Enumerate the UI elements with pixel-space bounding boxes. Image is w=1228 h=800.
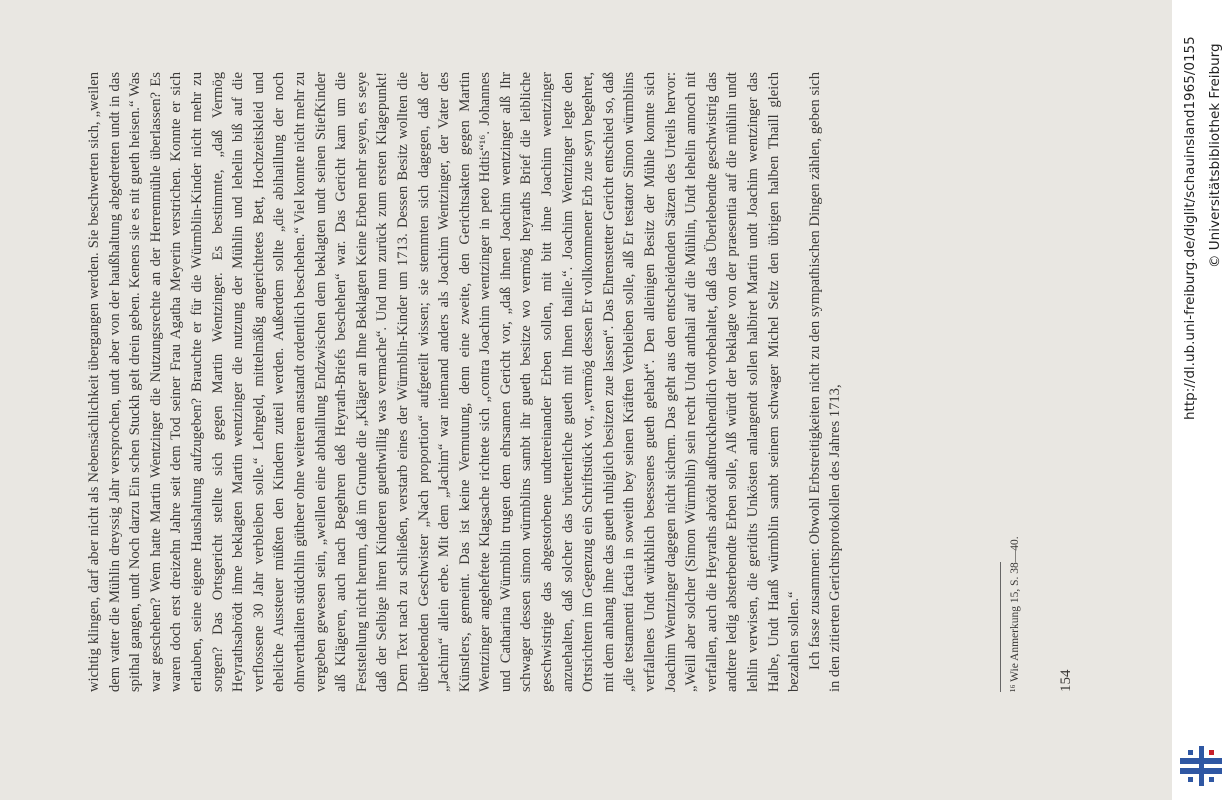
body-text — [84, 72, 846, 692]
permalink-url[interactable]: http://dl.ub.uni-freiburg.de/diglit/schauinsland1965/0155 — [1182, 36, 1198, 420]
ub-freiburg-logo-icon — [1180, 746, 1222, 786]
page-number: 154 — [1058, 669, 1074, 692]
paragraph: Ich fasse zusammen: Obwohl Erbstreitigkeiten nicht zu den sympathischen Dingen zählen, geben sich in den zitierten Gerichtsprotokollen des Jahres 1713, — [806, 72, 844, 692]
paragraph: wichtig klingen, darf aber nicht als Nebensächlichkeit übergangen werden. Sie beschwerten sich, „weilen dem vatter die Mühlin dreyssig Jahr versprochen, undt aber von der haußhaltung abgedretten undt in das spithal gangen, undt Noch darzu Ein schen Stuckh gelt drein geben. Kenens sie es nit gueth heisen.“ Was war geschehen? Wem hatte Martin Wentzinger die Nutzungsrechte an der Herrenmühle überlassen? Es waren doch erst dreizehn Jahre seit dem Tod seiner Frau Agatha Meyerin verstrichen. Konnte er sich erlauben, seine eigene Haushaltung aufzugeben? Brauchte er für die Würmblin-Kinder nicht mehr zu sorgen? Das Ortsgericht stellte sich gegen Martin Wentzinger. Es bestimmte, „daß Vermög Heyrathsabrödt ihme beklagten Martin wentzinger die nutzung der Mühlin und lehelin biß auf die verflossene 30 Jahr verbleiben solle.“ Lehrgeld, mittelmäßig angerichtetes Bett, Hochzeitskleid und eheliche Aussteuer müßten den Kindern zuteil werden. Außerdem sollte „die abihaillung der noch ohnverthailten stüdchlin gütheer ohne weiteren anstandt ordentlich beschehen.“ Viel konnte nicht mehr zu vergeben gewesen sein, „weillen eine abthaillung Endzwischen dem beklagten undt seinen StiefKinder alß Klägeren, auch nach Begehren deß Heyrath-Briefs beschehen“ war. Das Gericht kam um die Feststellung nicht herum, daß im Grunde die „Kläger an Ihne Beklagten Keine Erben mehr seyen, es seye daß der Selbige ihren Kinderen guethwillig was vermache“. Und nun zurück zum ersten Klagepunkt! Dem Text nach zu schließen, verstarb eines der Würmblin-Kinder um 1713. Dessen Besitz wollten die überlebenden Geschwister „Nach proportion“ aufgeteilt wissen; sie stemmten sich dagegen, daß der „Jachim“ allein erbe. Mit dem „Jachim“ war niemand anders als Joachim Wentzinger, der Vater des Künstlers, gemeint. Das ist keine Vermutung, denn eine zweite, den Gerichtsakten gegen Martin Wentzinger angeheftete Klagsache richtete sich „contra Joachim wentzinger in peto Hdtis“¹⁶. Johannes und Catharina Würmblin trugen dem ehrsamen Gericht vor, „daß ihnen Joachim wentzinger alß Ihr schwager dessen simon würmblins sambt ihr gueth besitze wo vermög heyraths Brief die leibliche geschwistrige das abgestorbene undtereinander Erben sollen, mit bitt ihne Joachim wentzinger anzuehalten, daß solcher das brüetterliche gueth mit Ihnen thaille.“. Joachim Wentzinger legte den Ortsrichtern im Gegenzug ein Schriftstück vor, „vermög dessen Er vollkommener Erb zue seyn begehret, mit dem anhang ihne das gueth ruhiglich besitzen zue lassen“. Das Ehrenstetter Gericht entschied so, daß „die testamenti factia in soweith bey seinen Kräften Verbleiben solle, alß Er testator Simon würmblins verfallenes Undt würkhlich besessenes gueth gehabt“. Den alleinigen Besitz der Mühle konnte sich Joachim Wentzinger dagegen nicht sichern. Das geht aus den entscheidenden Sätzen des Urteils hervor: „Weill aber solcher (Simon Würmblin) sein recht Undt anthail auf die Mühlin, Undt lehelin annoch nit verfallen, auch die Heyraths abrödt außtruckhendlich vorbehaltet, daß das Überlebendte geschwistrig das andtere ledig absterbendte Erben solle, Alß würdt der beklagte von der praesentia auf die mühlin undt lehlin verwisen, die geridits Unkösten anlangendt sollen halbiret Martin undt Joachim wentzinger das Halbe, Undt Hanß würmblin sambt seinem schwager Michel Seltz den übrigen halben Thaill gleich bezahlen sollen.“ — [86, 72, 803, 692]
footnote-rule — [1000, 562, 1001, 692]
footnote: ¹⁶ Wie Anmerkung 15, S. 38—40. — [1009, 536, 1021, 692]
copyright-notice: © Universitätsbibliothek Freiburg — [1207, 43, 1223, 268]
